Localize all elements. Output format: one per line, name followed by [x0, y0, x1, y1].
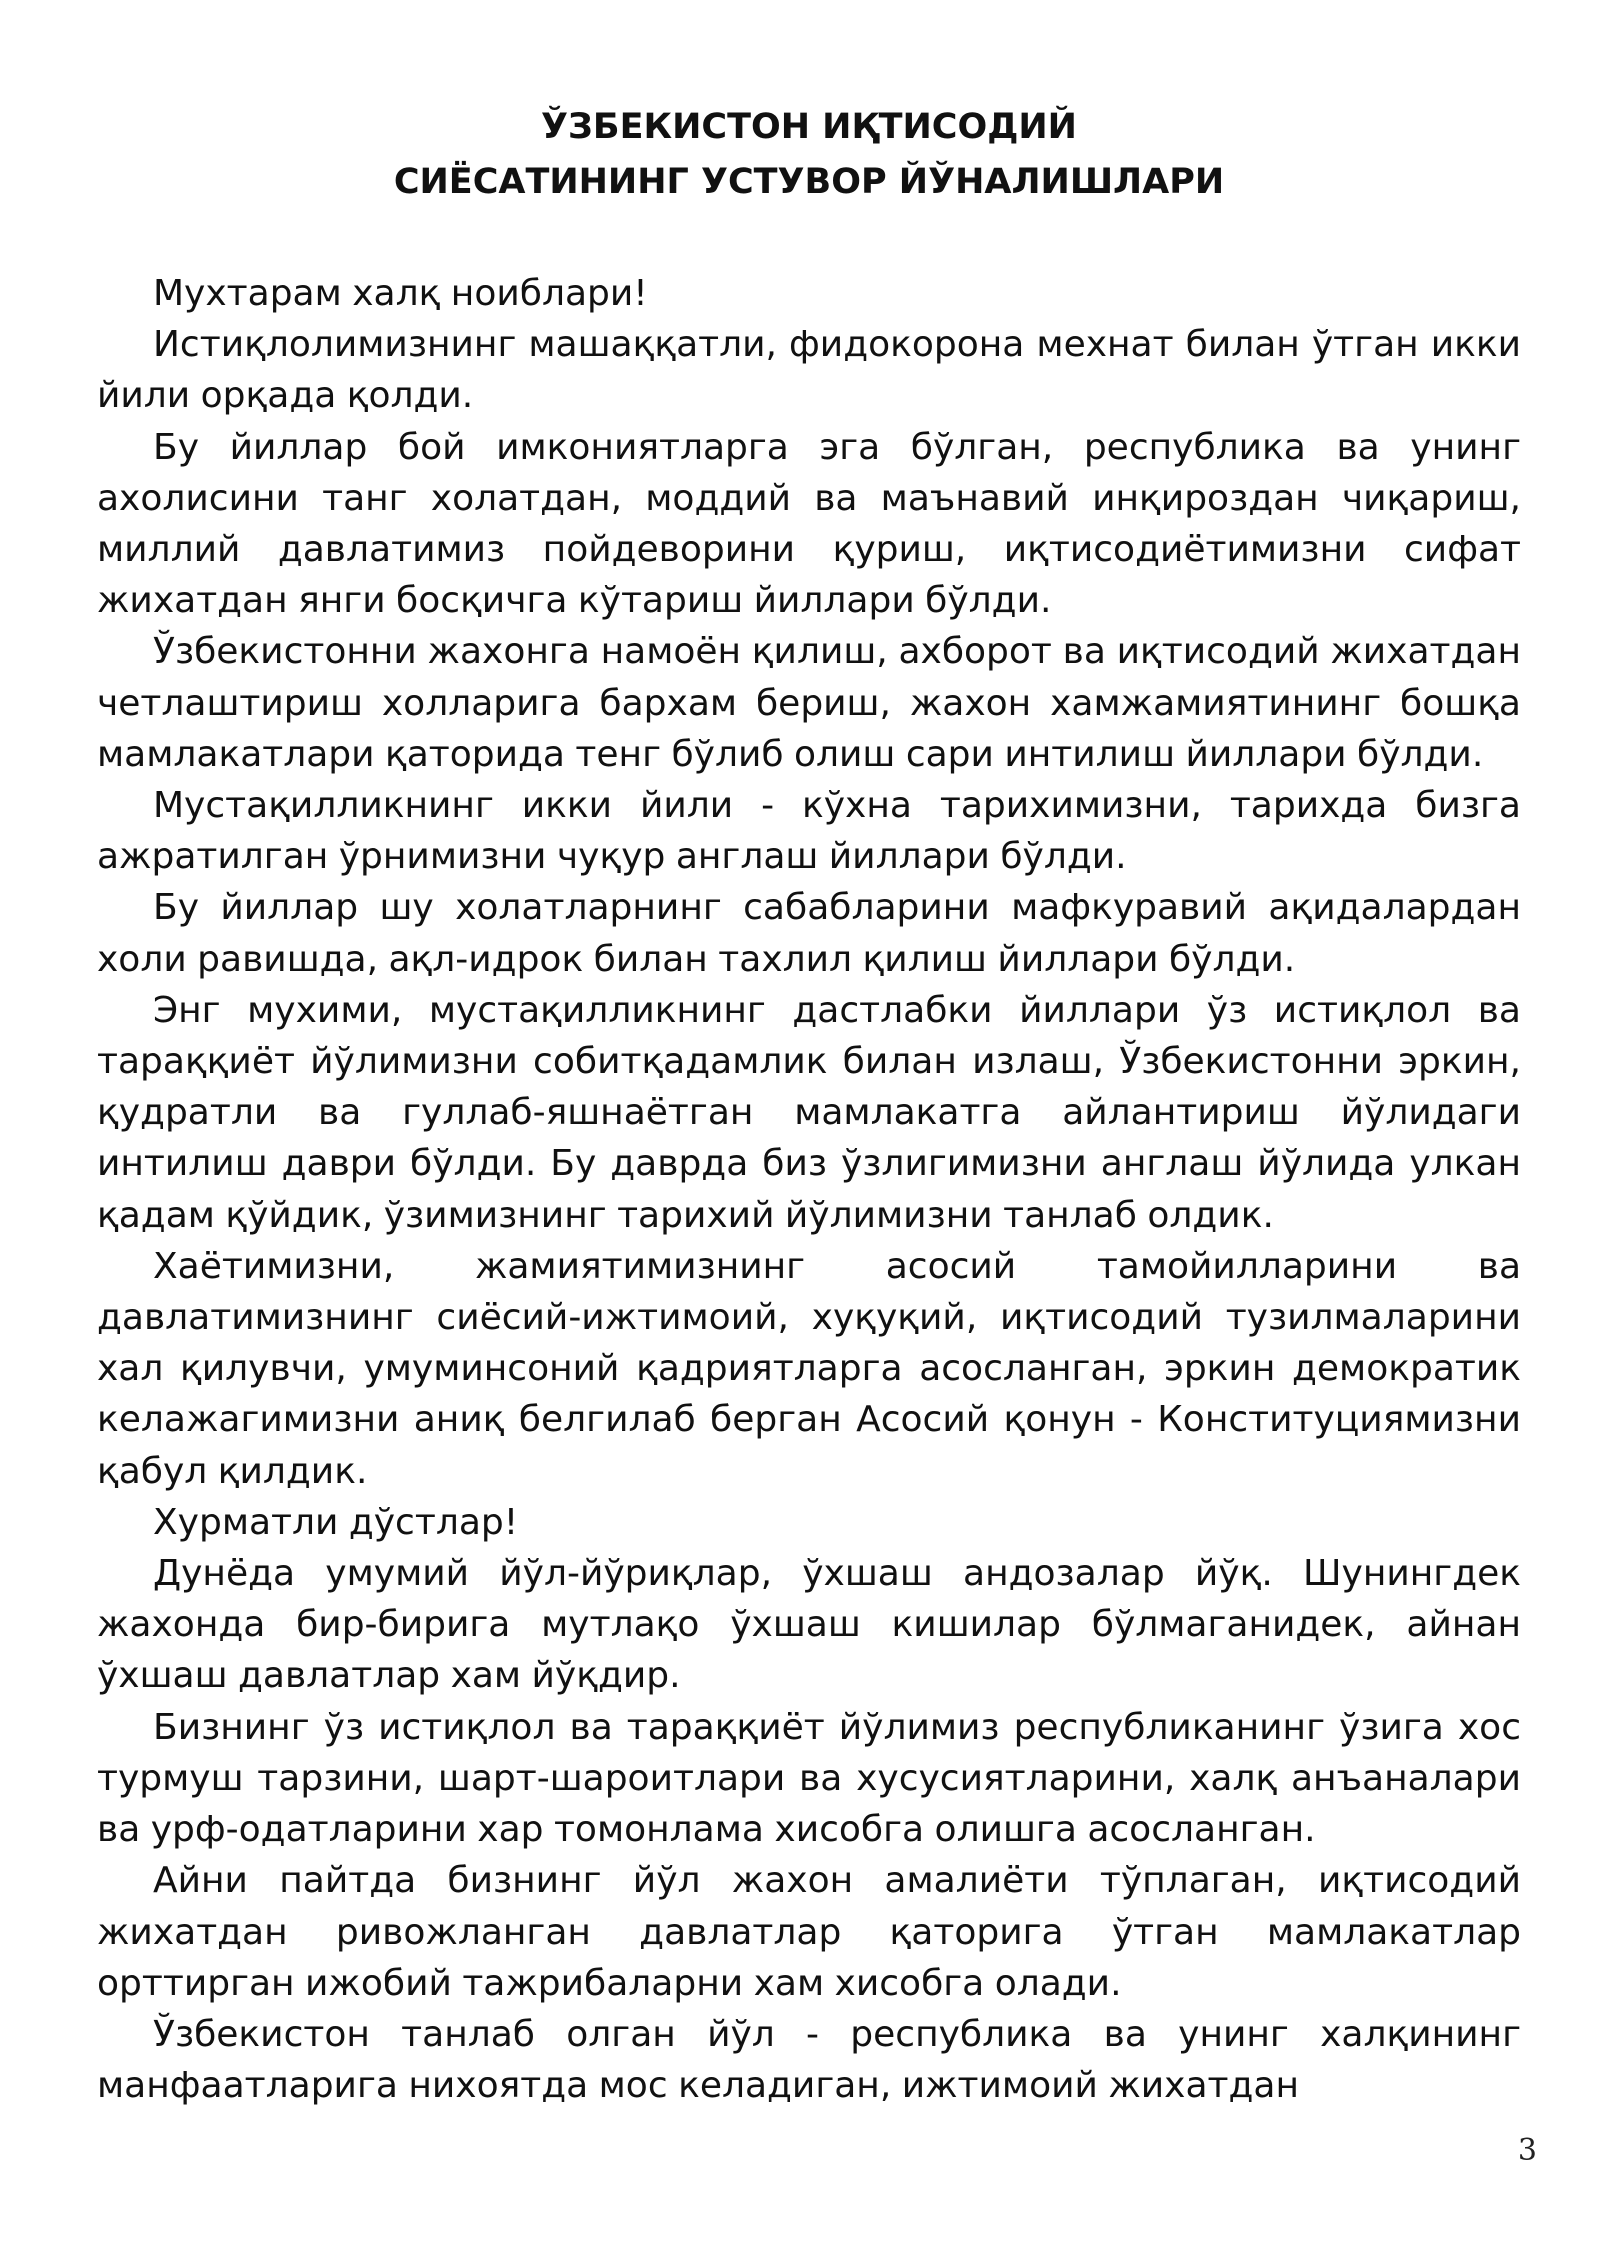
- document-title: [97, 100, 1521, 210]
- paragraph-greeting: Хурматли дўстлар!: [153, 1501, 519, 1543]
- paragraph-greeting: Мухтарам халқ ноиблари!: [153, 273, 648, 314]
- paragraph: Энг мухими, мустақилликнинг дастлабки йиллари ўз истиқлол ва тараққиёт йўлимизни собитқадамлик билан излаш, Ўзбекистонни эркин, қудратли ва гуллаб-яшнаётган мамлакатга айлантириш йўлидаги интилиш даври бўлди. Бу даврда биз ўзлигимизни англаш йўлида улкан қадам қўйдик, ўзимизнинг тарихий йўлимизни танлаб олдик.: [97, 989, 1521, 1236]
- paragraph: Истиқлолимизнинг машаққатли, фидокорона мехнат билан ўтган икки йили орқада қолди.: [97, 324, 1521, 417]
- paragraph: Бу йиллар бой имкониятларга эга бўлган, республика ва унинг ахолисини танг холатдан, моддий ва маънавий инқироздан чиқариш, миллий давлатимиз пойдеворини қуриш, иқтисодиётимизни сифат жихатдан янги босқичга кўтариш йиллари бўлди.: [97, 426, 1521, 622]
- paragraph: Хаётимизни, жамиятимизнинг асосий тамойилларини ва давлатимизнинг сиёсий-ижтимоий, хуқуқий, иқтисодий тузилмаларини хал қилувчи, умуминсоний қадриятларга асосланган, эркин демократик келажагимизни аниқ белгилаб берган Асосий қонун - Конституциямизни қабул қилдик.: [97, 1245, 1521, 1492]
- paragraph: Бизнинг ўз истиқлол ва тараққиёт йўлимиз республиканинг ўзига хос турмуш тарзини, шарт-шароитлари ва хусусиятларини, халқ анъаналари ва урф-одатларини хар томонлама хисобга олишга асосланган.: [97, 1706, 1521, 1851]
- title-line-2: СИЁСАТИНИНГ УСТУВОР ЙЎНАЛИШЛАРИ: [393, 162, 1225, 202]
- paragraph: Ўзбекистон танлаб олган йўл - республика ва унинг халқининг манфаатларига нихоятда мос келадиган, ижтимоий жихатдан: [97, 2013, 1521, 2107]
- title-line-1: ЎЗБЕКИСТОН ИҚТИСОДИЙ: [541, 107, 1077, 147]
- body-text: [97, 268, 1521, 2111]
- document-page: [97, 100, 1521, 2111]
- paragraph: Мустақилликнинг икки йили - кўхна тарихимизни, тарихда бизга ажратилган ўрнимизни чуқур англаш йиллари бўлди.: [97, 785, 1521, 878]
- paragraph: Ўзбекистонни жахонга намоён қилиш, ахборот ва иқтисодий жихатдан четлаштириш холларига бархам бериш, жахон хамжамиятининг бошқа мамлакатлари қаторида тенг бўлиб олиш сари интилиш йиллари бўлди.: [97, 631, 1521, 775]
- paragraph: Айни пайтда бизнинг йўл жахон амалиёти тўплаган, иқтисодий жихатдан ривожланган давлатлар қаторига ўтган мамлакатлар орттирган ижобий тажрибаларни хам хисобга олади.: [97, 1860, 1521, 2004]
- paragraph: Бу йиллар шу холатларнинг сабабларини мафкуравий ақидалардан холи равишда, ақл-идрок билан тахлил қилиш йиллари бўлди.: [97, 887, 1521, 980]
- page-number: 3: [1517, 2133, 1537, 2168]
- paragraph: Дунёда умумий йўл-йўриқлар, ўхшаш андозалар йўқ. Шунингдек жахонда бир-бирига мутлақо ўхшаш кишилар бўлмаганидек, айнан ўхшаш давлатлар хам йўқдир.: [97, 1553, 1521, 1697]
